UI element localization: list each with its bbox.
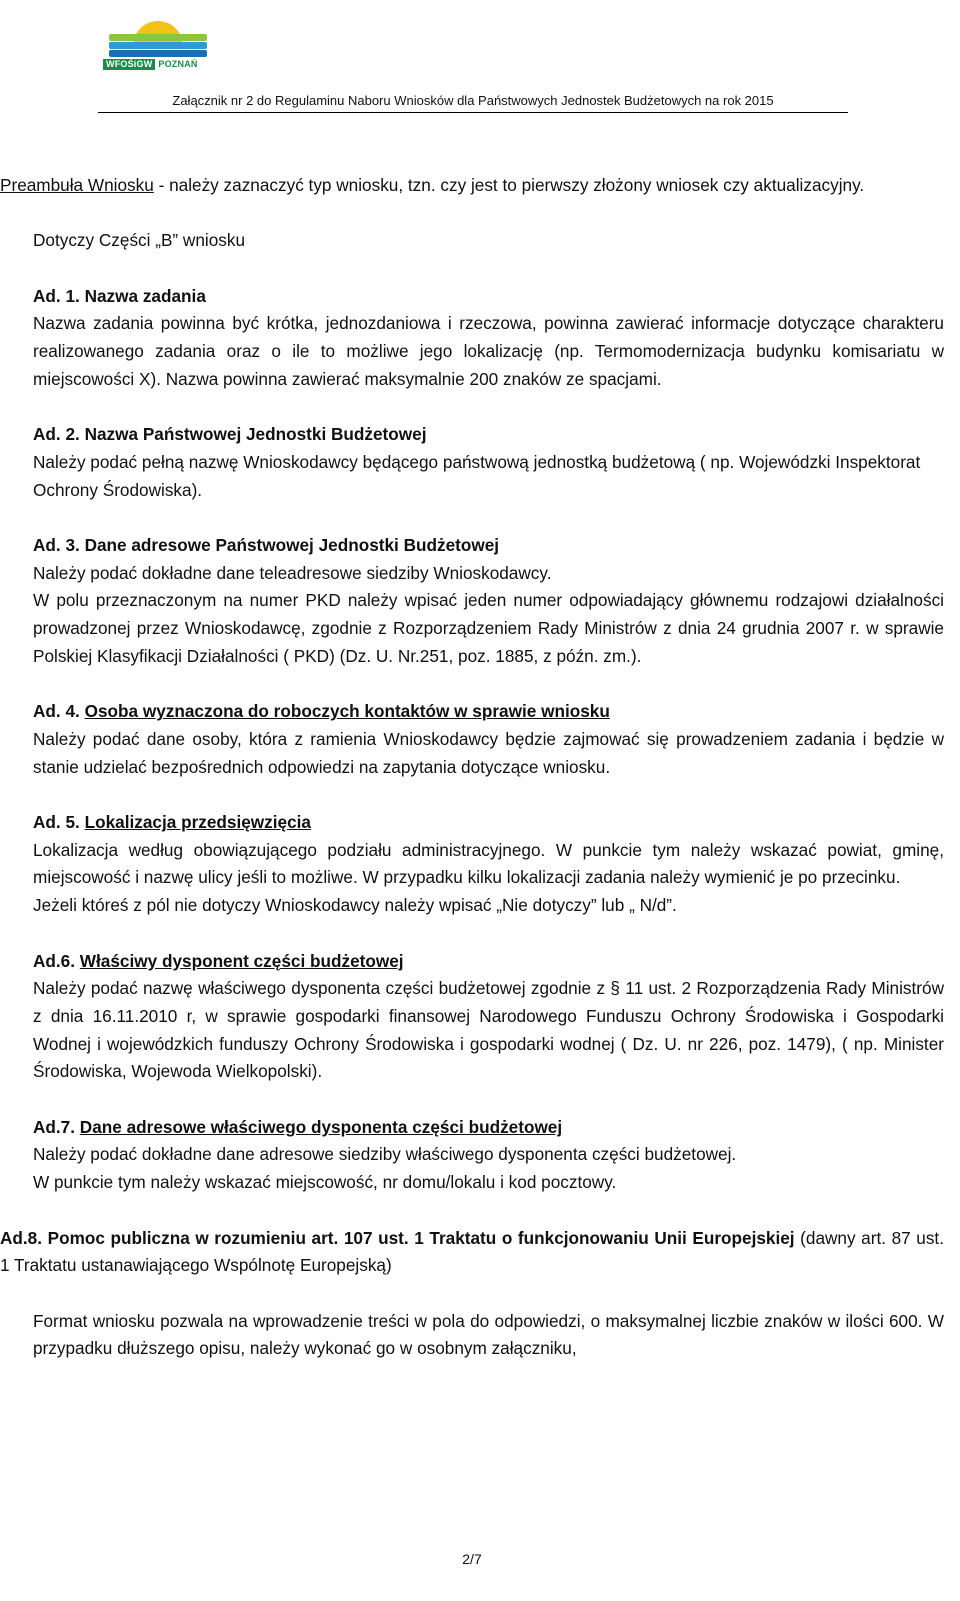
section-7-heading: Ad.7. Dane adresowe właściwego dysponenta części budżetowej xyxy=(33,1116,563,1137)
section-8-text: Format wniosku pozwala na wprowadzenie treści w pola do odpowiedzi, o maksymalnej liczbie znaków w ilości 600. W przypadku dłuższego opisu, należy wykonać go w osobnym załączniku, xyxy=(33,1310,944,1359)
section-7-text: Należy podać dokładne dane adresowe siedziby właściwego dysponenta części budżetowej. xyxy=(33,1144,737,1165)
document-body xyxy=(0,172,944,1363)
section-5-text: Lokalizacja według obowiązującego podziału administracyjnego. W punkcie tym należy wskazać powiat, gminę, miejscowość i nazwę ulicy jeśli to możliwe. W przypadku kilku lokalizacji zadania należy wymienić je po przecinku. xyxy=(33,839,944,888)
section-5-heading: Ad. 5. Lokalizacja przedsięwzięcia xyxy=(33,812,311,833)
page-number: 2/7 xyxy=(462,1551,482,1567)
section-1-text: Nazwa zadania powinna być krótka, jednozdaniowa i rzeczowa, powinna zawierać informacje dotyczące charakteru realizowanego zadania oraz o ile to możliwe jego lokalizację (np. Termomodernizacja budynku komisariatu w miejscowości X). Nazwa powinna zawierać maksymalnie 200 znaków ze spacjami. xyxy=(33,313,944,389)
section-7-text-2: W punkcie tym należy wskazać miejscowość, nr domu/lokalu i kod pocztowy. xyxy=(33,1172,617,1193)
logo-graphic xyxy=(103,8,213,60)
section-6-text: Należy podać nazwę właściwego dysponenta części budżetowej zgodnie z § 11 ust. 2 Rozporządzenia Rady Ministrów z dnia 16.11.2010 r, w sprawie gospodarki finansowej Narodowego Funduszu Ochrony Środowiska i Gospodarki Wodnej i wojewódzkich funduszy Ochrony Środowiska i gospodarki wodnej ( Dz. U. nr 226, poz. 1479), ( np. Minister Środowiska, Wojewoda Wielkopolski). xyxy=(33,978,944,1082)
section-6-heading: Ad.6. Właściwy dysponent części budżetowej xyxy=(33,950,404,971)
logo-wordmark: WFOŚiGW POZNAŃ xyxy=(103,59,213,70)
section-3-text-2: W polu przeznaczonym na numer PKD należy wpisać jeden numer odpowiadający głównemu rodzajowi działalności prowadzonej przez Wnioskodawcę, zgodnie z Rozporządzeniem Rady Ministrów z dnia 24 grudnia 2007 r. w sprawie Polskiej Klasyfikacji Działalności ( PKD) (Dz. U. Nr.251, poz. 1885, z późn. zm.). xyxy=(33,590,944,666)
section-2-heading: Ad. 2. Nazwa Państwowej Jednostki Budżetowej xyxy=(33,424,427,445)
section-5-text-2: Jeżeli któreś z pól nie dotyczy Wnioskodawcy należy wpisać „Nie dotyczy” lub „ N/d”. xyxy=(33,895,677,916)
section-8-heading: Ad.8. Pomoc publiczna w rozumieniu art. 107 ust. 1 Traktatu o funkcjonowaniu Unii Europejskiej (dawny art. 87 ust. 1 Traktatu ustanawiającego Wspólnotę Europejską) xyxy=(0,1227,944,1276)
section-2-text: Należy podać pełną nazwę Wnioskodawcy będącego państwową jednostką budżetową ( np. Wojewódzki Inspektorat Ochrony Środowiska). xyxy=(33,451,921,500)
part-b-heading: Dotyczy Części „B” wniosku xyxy=(33,230,246,251)
section-1-heading: Ad. 1. Nazwa zadania xyxy=(33,285,206,306)
section-3-text: Należy podać dokładne dane teleadresowe siedziby Wnioskodawcy. xyxy=(33,562,552,583)
preamble-link[interactable]: Preambuła Wniosku xyxy=(0,175,154,195)
section-3-heading: Ad. 3. Dane adresowe Państwowej Jednostki Budżetowej xyxy=(33,535,500,556)
section-4-heading: Ad. 4. Osoba wyznaczona do roboczych kontaktów w sprawie wniosku xyxy=(33,701,610,722)
section-4-text: Należy podać dane osoby, która z ramienia Wnioskodawcy będzie zajmować się prowadzeniem zadania i będzie w stanie udzielać bezpośrednich odpowiedzi na zapytania dotyczące wniosku. xyxy=(33,728,944,777)
page-header: Załącznik nr 2 do Regulaminu Naboru Wniosków dla Państwowych Jednostek Budżetowych na rok 2015 xyxy=(98,93,848,113)
wfosigw-logo xyxy=(103,8,213,70)
preamble-paragraph: Preambuła Wniosku - należy zaznaczyć typ wniosku, tzn. czy jest to pierwszy złożony wniosek czy aktualizacyjny. xyxy=(0,175,865,195)
